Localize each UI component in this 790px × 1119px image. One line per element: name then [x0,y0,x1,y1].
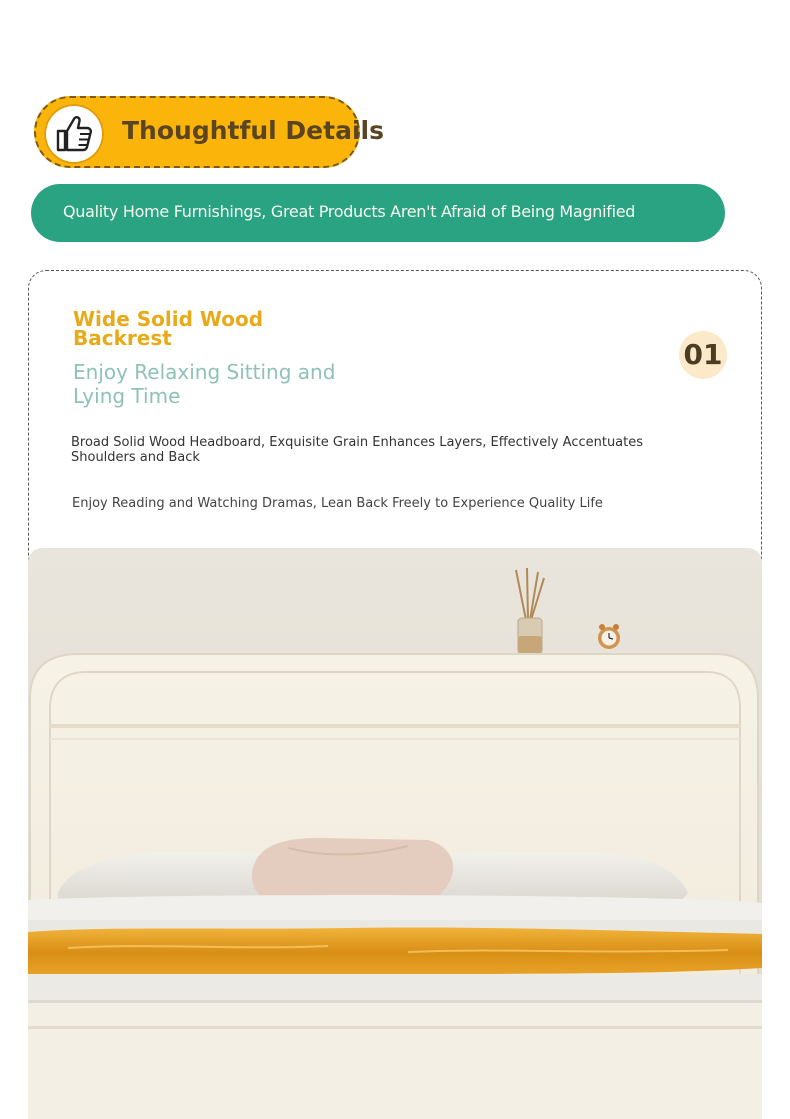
feature-subheadline: Enjoy Relaxing Sitting and Lying Time [73,360,336,408]
badge-icon-circle [44,104,104,164]
thumbs-up-icon [54,114,94,154]
feature-number-badge [679,331,727,379]
bed-illustration [28,548,762,1119]
tagline-banner [31,184,725,242]
tagline-text: Quality Home Furnishings, Great Products Aren't Afraid of Being Magnified [63,202,636,221]
feature-description-1: Broad Solid Wood Headboard, Exquisite Grain Enhances Layers, Effectively Accentuates Shoulders and Back [71,435,644,465]
bed-product-photo [28,548,762,1119]
feature-headline: Wide Solid Wood Backrest [73,307,264,350]
feature-number: 01 [683,338,723,371]
badge-title: Thoughtful Details [122,116,384,145]
feature-description-2: Enjoy Reading and Watching Dramas, Lean Back Freely to Experience Quality Life [72,496,603,511]
section-badge [34,96,384,168]
alarm-clock-decor [598,624,620,649]
